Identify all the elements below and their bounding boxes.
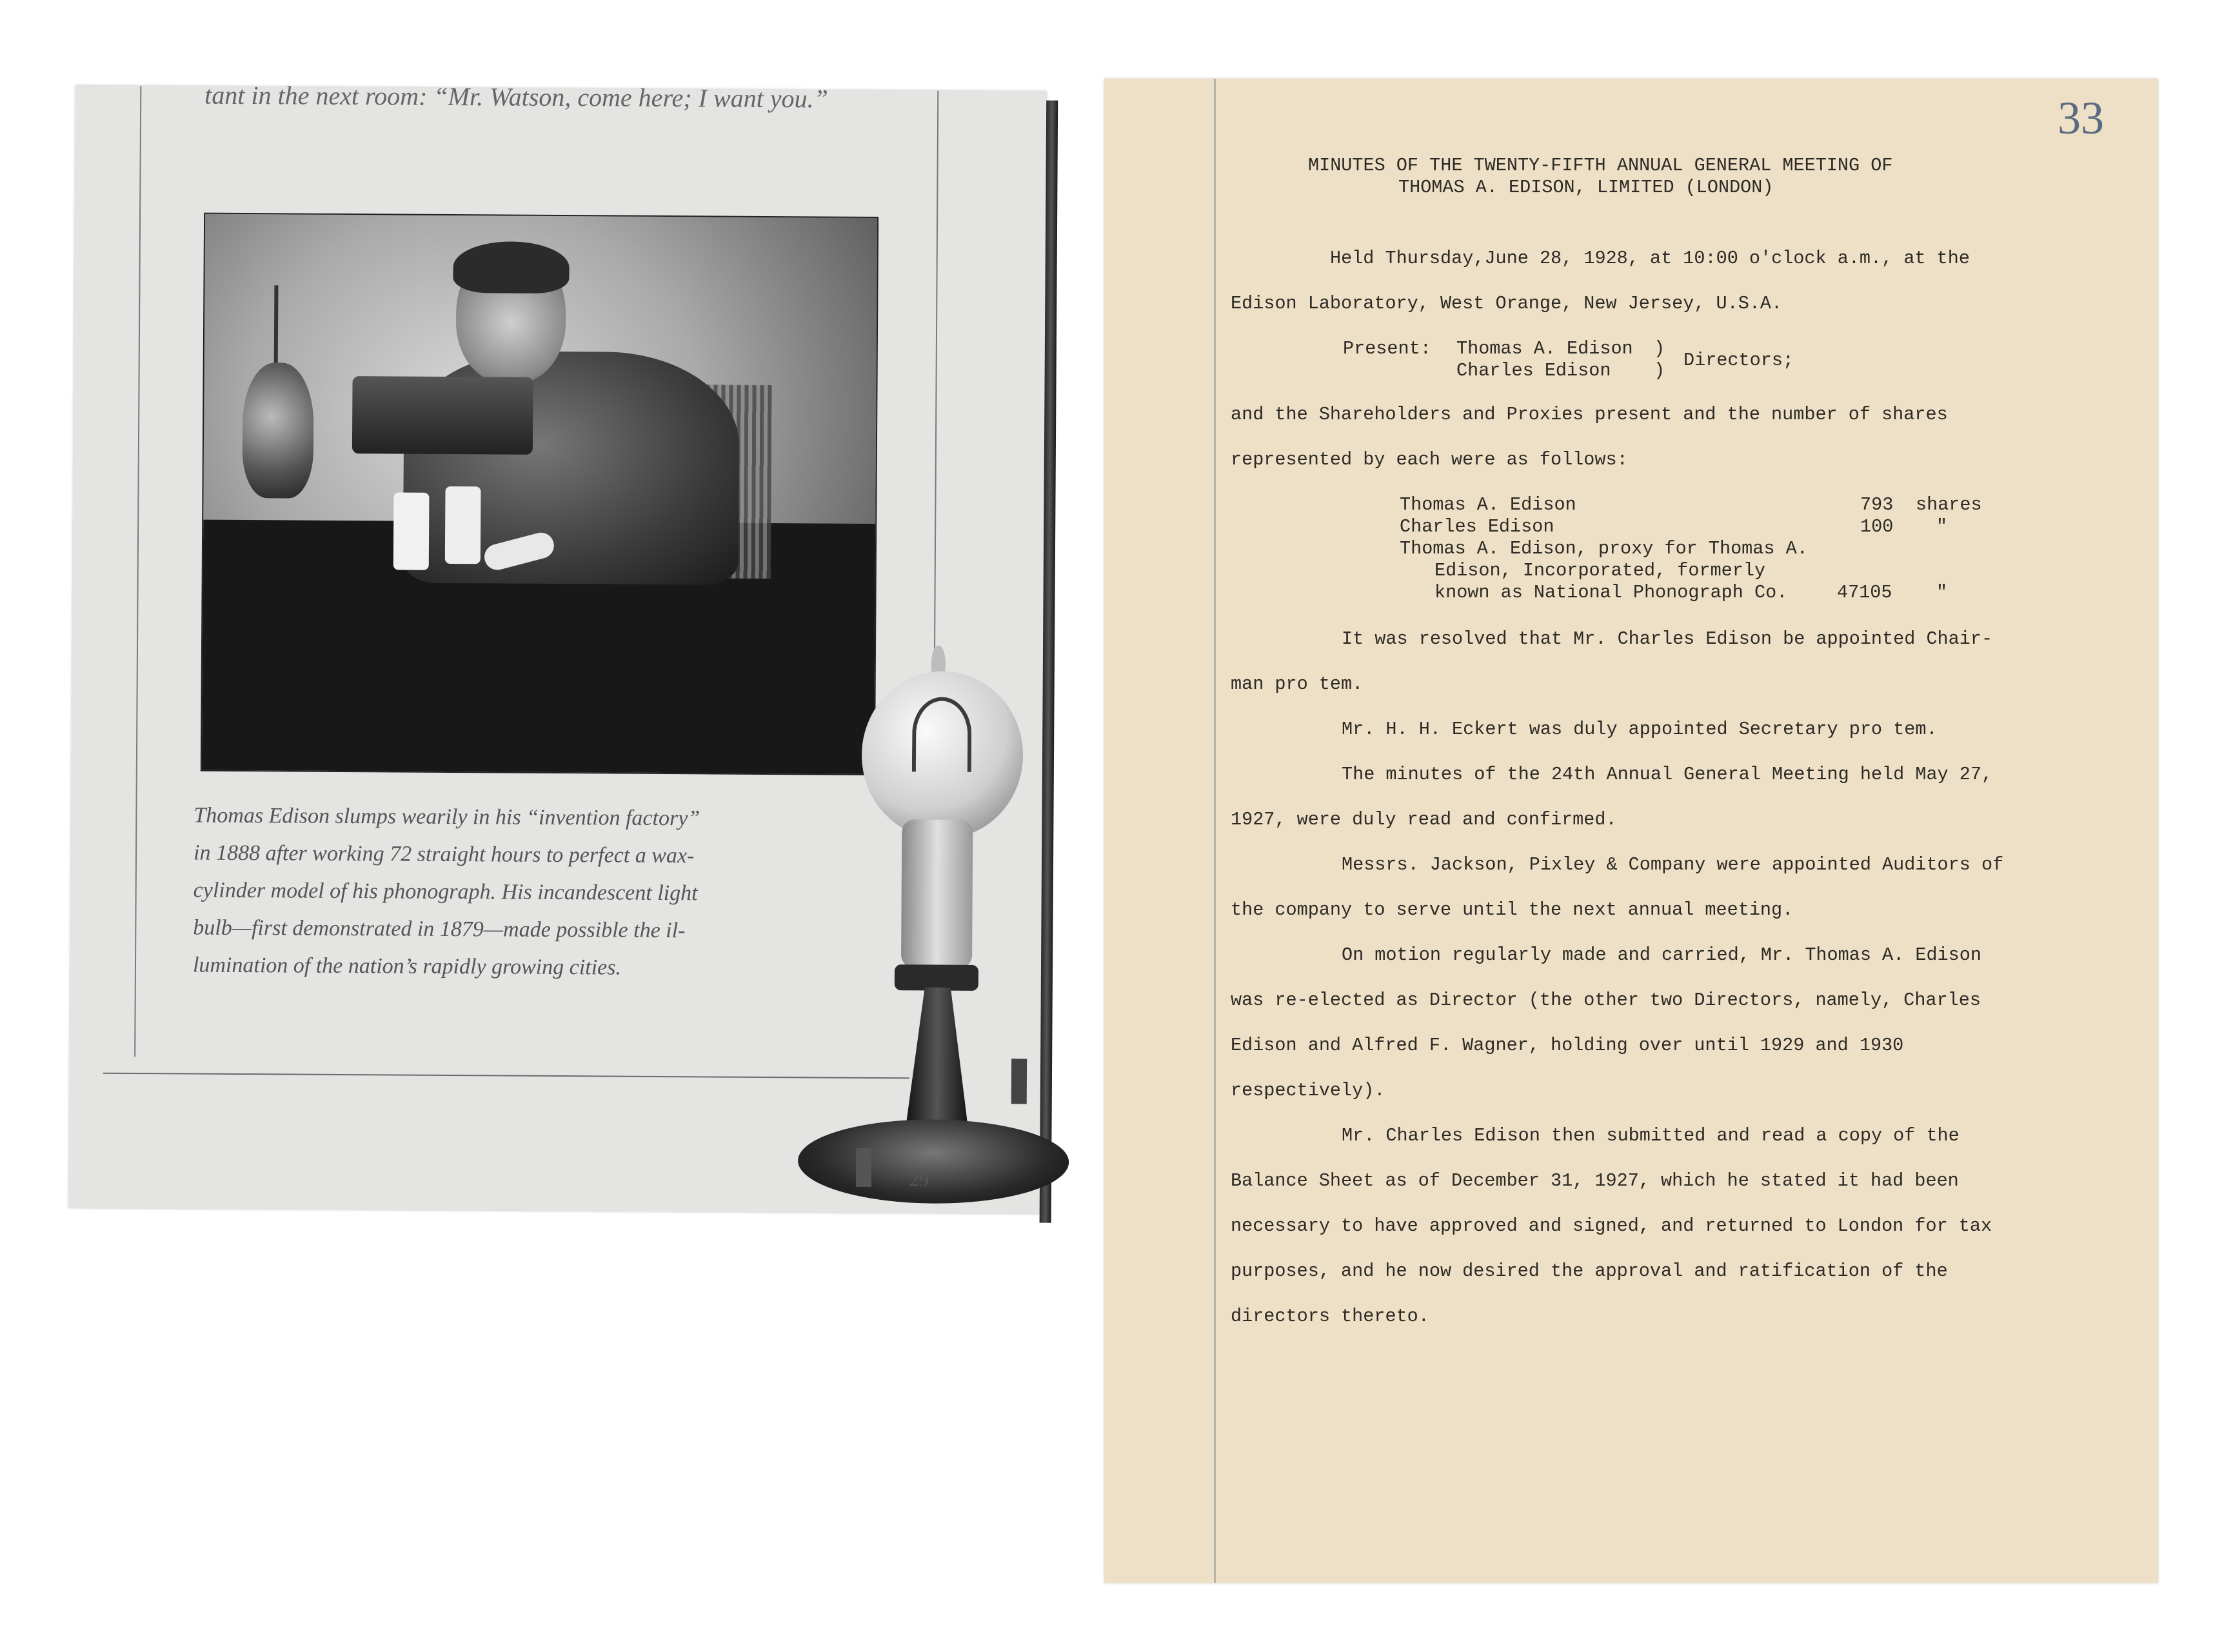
present-name: Thomas A. Edison xyxy=(1456,338,1633,359)
photo-man-hair xyxy=(453,241,569,294)
book-spine xyxy=(1040,101,1058,1223)
photo-flask xyxy=(242,363,313,499)
bulb-filament xyxy=(912,697,972,772)
caption-line: lumination of the nation’s rapidly growing cities. xyxy=(192,953,622,980)
paragraph-line: 1927, were duly read and confirmed. xyxy=(1231,809,1617,830)
left-rule xyxy=(134,86,141,1057)
share-holder-name: Thomas A. Edison xyxy=(1400,494,1576,515)
paragraph-line: respectively). xyxy=(1231,1080,1385,1101)
photo-wax-cylinder xyxy=(445,486,481,564)
paragraph-line: directors thereto. xyxy=(1231,1306,1429,1327)
bracket: ) xyxy=(1654,338,1665,359)
share-unit: " xyxy=(1936,582,1948,603)
shareholders-line: and the Shareholders and Proxies present and the number of shares xyxy=(1231,404,1948,425)
share-unit: " xyxy=(1936,516,1948,537)
held-line: Edison Laboratory, West Orange, New Jersey, U.S.A. xyxy=(1231,293,1783,314)
paragraph-line: was re-elected as Director (the other two Directors, namely, Charles xyxy=(1231,990,1981,1011)
bulb-terminal xyxy=(1011,1059,1027,1104)
paragraph-line: Balance Sheet as of December 31, 1927, which he stated it had been xyxy=(1231,1170,1959,1191)
light-bulb-illustration xyxy=(849,645,1027,1240)
margin-line xyxy=(1214,79,1216,1583)
bulb-terminal xyxy=(856,1148,871,1187)
minutes-subtitle: THOMAS A. EDISON, LIMITED (LONDON) xyxy=(1398,177,1774,198)
caption-line: Thomas Edison slumps wearily in his “invention factory” xyxy=(194,803,700,831)
present-label: Present: xyxy=(1343,338,1431,359)
photo-wax-cylinder xyxy=(393,492,430,570)
minutes-title: MINUTES OF THE TWENTY-FIFTH ANNUAL GENERAL MEETING OF xyxy=(1308,155,1893,176)
paragraph-line: the company to serve until the next annual meeting. xyxy=(1231,899,1794,921)
proxy-line: Edison, Incorporated, formerly xyxy=(1434,560,1766,581)
paragraph-line: necessary to have approved and signed, and returned to London for tax xyxy=(1231,1215,1992,1237)
held-line: Held Thursday,June 28, 1928, at 10:00 o'clock a.m., at the xyxy=(1330,248,1970,269)
paragraph-line: purposes, and he now desired the approval and ratification of the xyxy=(1231,1260,1948,1282)
share-count: 793 xyxy=(1860,494,1894,515)
minutes-document xyxy=(1104,79,2158,1583)
bulb-neck xyxy=(901,819,973,968)
share-count: 47105 xyxy=(1837,582,1892,603)
bulb-socket xyxy=(895,964,978,991)
book-page xyxy=(69,80,1047,1213)
bulb-stand xyxy=(904,987,969,1136)
paragraph-line: Messrs. Jackson, Pixley & Company were appointed Auditors of xyxy=(1342,854,2004,875)
caption-line: bulb—first demonstrated in 1879—made possible the il- xyxy=(193,915,686,943)
caption-line: cylinder model of his phonograph. His incandescent light xyxy=(193,878,698,906)
share-unit: shares xyxy=(1916,494,1982,515)
paragraph-line: Edison and Alfred F. Wagner, holding over until 1929 and 1930 xyxy=(1231,1035,1904,1056)
bracket: ) xyxy=(1654,360,1665,381)
proxy-line: Thomas A. Edison, proxy for Thomas A. xyxy=(1400,538,1808,559)
edison-photograph xyxy=(201,213,878,775)
paragraph-line: Mr. H. H. Eckert was duly appointed Secretary pro tem. xyxy=(1342,719,1938,740)
minutes-page-number: 33 xyxy=(2058,92,2104,144)
bottom-rule xyxy=(103,1073,909,1079)
present-name: Charles Edison xyxy=(1456,360,1611,381)
caption-line: in 1888 after working 72 straight hours to perfect a wax- xyxy=(193,841,695,868)
share-holder-name: Charles Edison xyxy=(1400,516,1554,537)
photo-phonograph xyxy=(352,376,533,455)
paragraph-line: On motion regularly made and carried, Mr. Thomas A. Edison xyxy=(1342,944,1981,966)
proxy-line: known as National Phonograph Co. xyxy=(1434,582,1788,603)
bulb-base xyxy=(798,1119,1069,1204)
shareholders-line: represented by each were as follows: xyxy=(1231,449,1628,470)
photo-caption xyxy=(193,797,904,989)
share-count: 100 xyxy=(1860,516,1894,537)
book-top-text: tant in the next room: “Mr. Watson, come here; I want you.” xyxy=(204,80,828,114)
paragraph-line: man pro tem. xyxy=(1231,673,1364,695)
paragraph-line: It was resolved that Mr. Charles Edison be appointed Chair- xyxy=(1342,628,1993,650)
directors-label: Directors; xyxy=(1683,350,1794,371)
paragraph-line: The minutes of the 24th Annual General Meeting held May 27, xyxy=(1342,764,1993,785)
paragraph-line: Mr. Charles Edison then submitted and read a copy of the xyxy=(1342,1125,1960,1146)
book-page-number: 29 xyxy=(909,1169,929,1191)
